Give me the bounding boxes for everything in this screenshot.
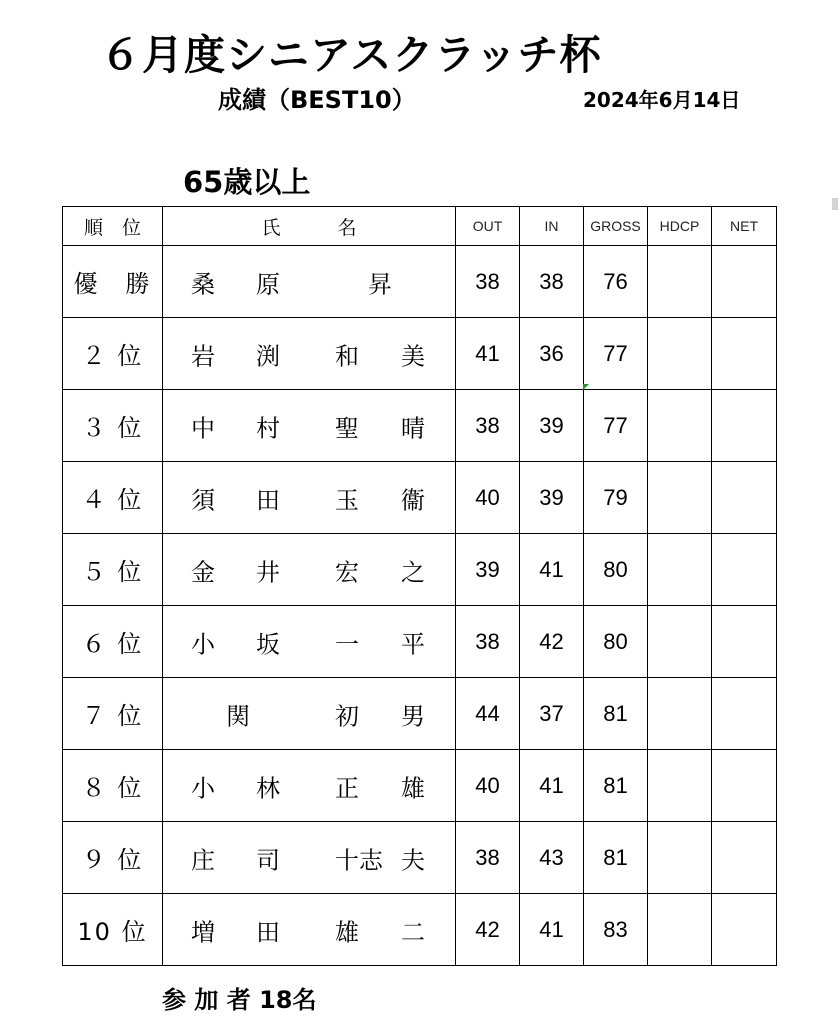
- hdcp-cell: [648, 894, 712, 966]
- name-part: 司: [256, 846, 280, 874]
- col-header-out: OUT: [456, 207, 520, 246]
- hdcp-cell: [648, 318, 712, 390]
- name-part: 村: [256, 414, 280, 442]
- gross-value: 76: [603, 268, 628, 294]
- name-part: 岩: [191, 342, 215, 370]
- out-cell: 40: [456, 462, 520, 534]
- out-cell: 44: [456, 678, 520, 750]
- in-cell: 42: [520, 606, 584, 678]
- name-part: 二: [401, 918, 425, 946]
- rank-cell: ５ 位: [63, 534, 163, 606]
- name-part: 渕: [256, 342, 280, 370]
- rank-cell: 10 位: [63, 894, 163, 966]
- name-part: 衞: [401, 486, 425, 514]
- table-row: [63, 750, 777, 822]
- edge-mark: [832, 198, 838, 210]
- net-cell: [712, 534, 777, 606]
- table-row: [63, 606, 777, 678]
- participant-count: 参 加 者 18名: [162, 986, 317, 1014]
- name-part: 宏: [335, 558, 359, 586]
- gross-value: 81: [603, 844, 628, 870]
- name-cell: [163, 318, 456, 390]
- table-row: [63, 318, 777, 390]
- hdcp-cell: [648, 750, 712, 822]
- name-cell: [163, 822, 456, 894]
- name-cell: [163, 894, 456, 966]
- gross-value: 77: [603, 412, 628, 438]
- name-part: 晴: [401, 414, 425, 442]
- name-part: 田: [256, 918, 280, 946]
- out-cell: 38: [456, 822, 520, 894]
- out-cell: 38: [456, 246, 520, 318]
- name-part: 林: [256, 774, 280, 802]
- net-cell: [712, 606, 777, 678]
- rank-cell: ４ 位: [63, 462, 163, 534]
- name-part: 之: [401, 558, 425, 586]
- table-row: [63, 894, 777, 966]
- in-cell: 38: [520, 246, 584, 318]
- gross-cell: [584, 606, 648, 678]
- name-part: 増: [191, 918, 215, 946]
- name-part: 井: [256, 558, 280, 586]
- gross-cell: [584, 390, 648, 462]
- gross-cell: [584, 246, 648, 318]
- gross-value: 80: [603, 556, 628, 582]
- name-part: 昇: [368, 270, 392, 298]
- in-cell: 41: [520, 894, 584, 966]
- name-part: 一: [335, 630, 359, 658]
- gross-cell: [584, 750, 648, 822]
- net-cell: [712, 390, 777, 462]
- name-part: 十志: [335, 846, 383, 874]
- col-header-in: IN: [520, 207, 584, 246]
- net-cell: [712, 750, 777, 822]
- rank-cell: ６ 位: [63, 606, 163, 678]
- name-part: 須: [191, 486, 215, 514]
- col-header-rank: 順 位: [63, 207, 163, 246]
- gross-value: 81: [603, 772, 628, 798]
- out-cell: 39: [456, 534, 520, 606]
- rank-cell: ８ 位: [63, 750, 163, 822]
- net-cell: [712, 318, 777, 390]
- hdcp-cell: [648, 462, 712, 534]
- event-date: 2024年6月14日: [583, 88, 741, 112]
- col-header-gross: GROSS: [584, 207, 648, 246]
- net-cell: [712, 246, 777, 318]
- table-row: [63, 462, 777, 534]
- name-cell: [163, 678, 456, 750]
- hdcp-cell: [648, 534, 712, 606]
- out-cell: 38: [456, 606, 520, 678]
- out-cell: 38: [456, 390, 520, 462]
- name-part: 平: [401, 630, 425, 658]
- gross-value: 80: [603, 628, 628, 654]
- name-cell: [163, 750, 456, 822]
- name-part: 関: [226, 702, 250, 730]
- name-cell: [163, 606, 456, 678]
- gross-cell: [584, 534, 648, 606]
- name-cell: [163, 462, 456, 534]
- gross-cell: [584, 678, 648, 750]
- name-part: 正: [335, 774, 359, 802]
- in-cell: 39: [520, 462, 584, 534]
- hdcp-cell: [648, 678, 712, 750]
- hdcp-cell: [648, 246, 712, 318]
- name-part: 桑: [191, 270, 215, 298]
- gross-value: 77: [603, 340, 628, 366]
- name-cell: [163, 390, 456, 462]
- results-table: [62, 206, 777, 966]
- out-cell: 40: [456, 750, 520, 822]
- gross-cell: [584, 894, 648, 966]
- hdcp-cell: [648, 606, 712, 678]
- table-row: [63, 390, 777, 462]
- hdcp-cell: [648, 822, 712, 894]
- name-part: 庄: [191, 846, 215, 874]
- rank-cell: 優 勝: [63, 246, 163, 318]
- name-part: 聖: [335, 414, 359, 442]
- net-cell: [712, 678, 777, 750]
- name-part: 初: [335, 702, 359, 730]
- name-part: 坂: [256, 630, 280, 658]
- in-cell: 36: [520, 318, 584, 390]
- name-part: 美: [401, 342, 425, 370]
- name-part: 雄: [401, 774, 425, 802]
- col-header-net: NET: [712, 207, 777, 246]
- table-row: [63, 246, 777, 318]
- in-cell: 39: [520, 390, 584, 462]
- name-part: 小: [191, 774, 215, 802]
- net-cell: [712, 462, 777, 534]
- rank-cell: ７ 位: [63, 678, 163, 750]
- name-cell: [163, 246, 456, 318]
- gross-value: 83: [603, 916, 628, 942]
- col-header-hdcp: HDCP: [648, 207, 712, 246]
- gross-cell: [584, 822, 648, 894]
- page-subtitle: 成績（BEST10）: [218, 86, 416, 114]
- name-part: 小: [191, 630, 215, 658]
- name-part: 原: [256, 270, 280, 298]
- age-category: 65歳以上: [183, 165, 311, 199]
- rank-cell: ３ 位: [63, 390, 163, 462]
- out-cell: 41: [456, 318, 520, 390]
- name-part: 和: [335, 342, 359, 370]
- in-cell: 41: [520, 534, 584, 606]
- in-cell: 43: [520, 822, 584, 894]
- table-row: [63, 534, 777, 606]
- page-title: ６月度シニアスクラッチ杯: [100, 31, 602, 79]
- name-part: 雄: [335, 918, 359, 946]
- in-cell: 37: [520, 678, 584, 750]
- name-cell: [163, 534, 456, 606]
- table-row: [63, 678, 777, 750]
- col-header-name: 氏 名: [163, 207, 456, 246]
- table-row: [63, 822, 777, 894]
- gross-value: 79: [603, 484, 628, 510]
- in-cell: 41: [520, 750, 584, 822]
- out-cell: 42: [456, 894, 520, 966]
- rank-cell: ９ 位: [63, 822, 163, 894]
- name-part: 中: [191, 414, 215, 442]
- gross-cell: [584, 318, 648, 390]
- name-part: 玉: [335, 486, 359, 514]
- net-cell: [712, 822, 777, 894]
- hdcp-cell: [648, 390, 712, 462]
- rank-cell: ２ 位: [63, 318, 163, 390]
- gross-cell: [584, 462, 648, 534]
- gross-value: 81: [603, 700, 628, 726]
- name-part: 男: [401, 702, 425, 730]
- net-cell: [712, 894, 777, 966]
- name-part: 夫: [401, 846, 425, 874]
- table-header-row: [63, 207, 777, 246]
- name-part: 田: [256, 486, 280, 514]
- name-part: 金: [191, 558, 215, 586]
